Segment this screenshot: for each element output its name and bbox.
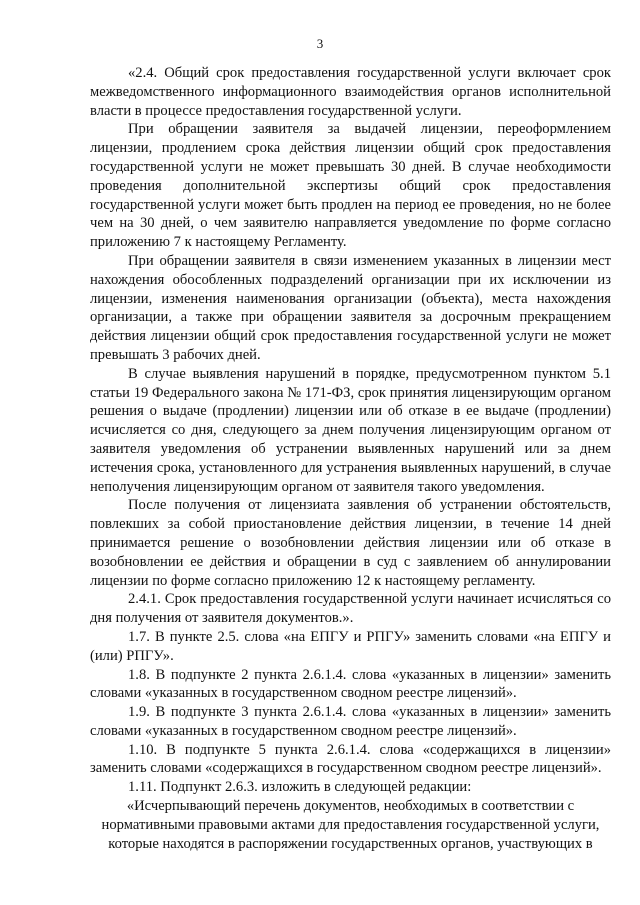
paragraph-license-issuance-term: При обращении заявителя за выдачей лицензии, переоформлением лицензии, продлением срока действия лицензии общий срок предоставления государственной услуги не может превышать 30 дней. В случае необходимости проведения дополнительной экспертизы общий срок предоставления государственной услуги может быть продлен на период ее проведения, но не более чем на 30 дней, о чем заявителю направляется уведомление по форме согласно приложению 7 к настоящему Регламенту. [90,121,611,251]
page-number: 3 [316,36,324,51]
quoted-new-wording: «Исчерпывающий перечень документов, необходимых в соответствии с нормативными правовыми актами для предоставления государственной услуги, которые находятся в распоряжении государственных органов, участвующих в [101,798,600,852]
paragraph-1-7: 1.7. В пункте 2.5. слова «на ЕПГУ и РПГУ» заменить словами «на ЕПГУ и (или) РПГУ». [90,628,611,664]
paragraph-license-change-term: При обращении заявителя в связи изменением указанных в лицензии мест нахождения обособленных подразделений организации при их исключении из лицензии, изменения наименования организации (объекта), места нахождения организации, а также при обращении заявителя за досрочным прекращением действия лицензии общий срок предоставления государственной услуги не может превышать 3 рабочих дней. [90,252,611,363]
paragraph-suspension-term: После получения от лицензиата заявления об устранении обстоятельств, повлекших за собой приостановление действия лицензии, в течение 14 дней принимается решение о возобновлении действия лицензии или об отказе в возобновлении ее действия и обращении в суд с заявлением об аннулировании лицензии по форме согласно приложению 12 к настоящему регламенту. [90,497,611,589]
paragraph-1-9: 1.9. В подпункте 3 пункта 2.6.1.4. слова «указанных в лицензии» заменить словами «указанных в государственном сводном реестре лицензий». [90,704,611,739]
paragraph-1-8: 1.8. В подпункте 2 пункта 2.6.1.4. слова «указанных в лицензии» заменить словами «указанных в государственном сводном реестре лицензий». [90,666,611,702]
paragraph-violations-term: В случае выявления нарушений в порядке, предусмотренном пунктом 5.1 статьи 19 Федерального закона № 171-ФЗ, срок принятия лицензирующим органом решения о выдаче (продлении) лицензии или об отказе в ее выдаче (продлении) исчисляется со дня, следующего за днем получения лицензирующим органом от заявителя уведомления об устранении выявленных нарушений или за днем истечения срока, установленного для устранения выявленных нарушений, в случае неполучения лицензирующим органом от заявителя такого уведомления. [90,365,611,495]
document-body [90,64,611,853]
paragraph-2-4: «2.4. Общий срок предоставления государственной услуги включает срок межведомственного информационного взаимодействия органов исполнительной власти в процессе предоставления государственной услуги. [90,65,611,119]
paragraph-2-4-1: 2.4.1. Срок предоставления государственной услуги начинает исчисляться со дня получения от заявителя документов.». [90,591,611,627]
paragraph-1-10: 1.10. В подпункте 5 пункта 2.6.1.4. слова «содержащихся в лицензии» заменить словами «содержащихся в государственном сводном реестре лицензий». [90,741,611,777]
paragraph-1-11: 1.11. Подпункт 2.6.3. изложить в следующей редакции: [128,779,472,796]
